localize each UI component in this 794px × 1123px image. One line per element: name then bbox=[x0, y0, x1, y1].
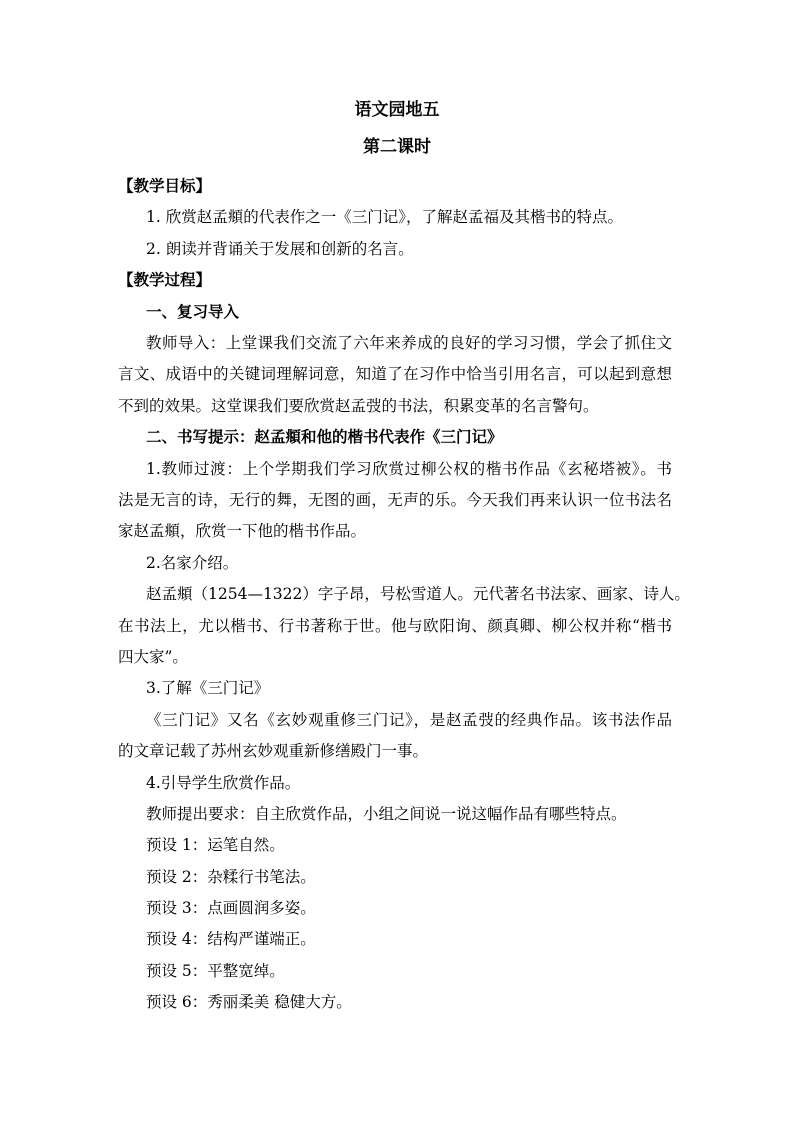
part1-paragraph-line-2: 言文、成语中的关键词理解词意，知道了在习作中恰当引用名言，可以起到意想 bbox=[118, 365, 672, 383]
part1-paragraph-line-3: 不到的效果。这堂课我们要欣赏赵孟弢的书法，积累变革的名言警句。 bbox=[118, 397, 599, 415]
step4-line-1: 教师提出要求：自主欣赏作品，小组之间说一说这幅作品有哪些特点。 bbox=[146, 805, 627, 823]
step2-line-2: 在书法上，尤以楷书、行书著称于世。他与欧阳询、颜真卿、柳公权并称“楷书 bbox=[118, 617, 672, 635]
document-subtitle: 第二课时 bbox=[363, 137, 431, 157]
preset-item-4: 预设 4：结构严谨端正。 bbox=[146, 930, 316, 948]
step2-line-3: 四大家”。 bbox=[118, 648, 188, 666]
part1-paragraph-line-1: 教师导入：上堂课我们交流了六年来养成的良好的学习习惯，学会了抓住文 bbox=[146, 334, 672, 352]
preset-item-3: 预设 3：点画圆润多姿。 bbox=[146, 899, 316, 917]
step2-line-1: 赵孟頫（1254—1322）字子昂，号松雪道人。元代著名书法家、画家、诗人。 bbox=[146, 585, 690, 603]
step3-line-1: 《三门记》又名《玄妙观重修三门记》，是赵孟弢的经典作品。该书法作品 bbox=[146, 711, 672, 729]
step4-heading: 4.引导学生欣赏作品。 bbox=[146, 774, 301, 792]
process-heading: 【教学过程】 bbox=[118, 271, 212, 289]
objective-item-2: 2. 朗读并背诵关于发展和创新的名言。 bbox=[146, 240, 414, 258]
step1-line-3: 家赵孟頫，欣赏一下他的楷书作品。 bbox=[118, 522, 367, 540]
document-title: 语文园地五 bbox=[354, 100, 440, 120]
preset-item-6: 预设 6：秀丽柔美 稳健大方。 bbox=[146, 993, 352, 1011]
preset-item-1: 预设 1：运笔自然。 bbox=[146, 836, 285, 854]
step2-heading: 2.名家介绍。 bbox=[146, 554, 239, 572]
objective-item-1: 1. 欣赏赵孟頫的代表作之一《三门记》，了解赵孟福及其楷书的特点。 bbox=[146, 208, 623, 226]
objectives-heading: 【教学目标】 bbox=[118, 177, 212, 195]
step3-heading: 3.了解《三门记》 bbox=[146, 679, 270, 697]
part2-heading: 二、书写提示：赵孟頫和他的楷书代表作《三门记》 bbox=[146, 428, 503, 446]
step1-line-2: 法是无言的诗，无行的舞，无图的画，无声的乐。今天我们再来认识一位书法名 bbox=[118, 491, 672, 509]
preset-item-5: 预设 5：平整宽绰。 bbox=[146, 962, 285, 980]
preset-item-2: 预设 2：杂糅行书笔法。 bbox=[146, 868, 316, 886]
step3-line-2: 的文章记载了苏州玄妙观重新修缮殿门一事。 bbox=[118, 742, 429, 760]
step1-line-1: 1.教师过渡：上个学期我们学习欣赏过柳公权的楷书作品《玄秘塔被》。书 bbox=[146, 460, 672, 478]
part1-heading: 一、复习导入 bbox=[146, 303, 240, 321]
